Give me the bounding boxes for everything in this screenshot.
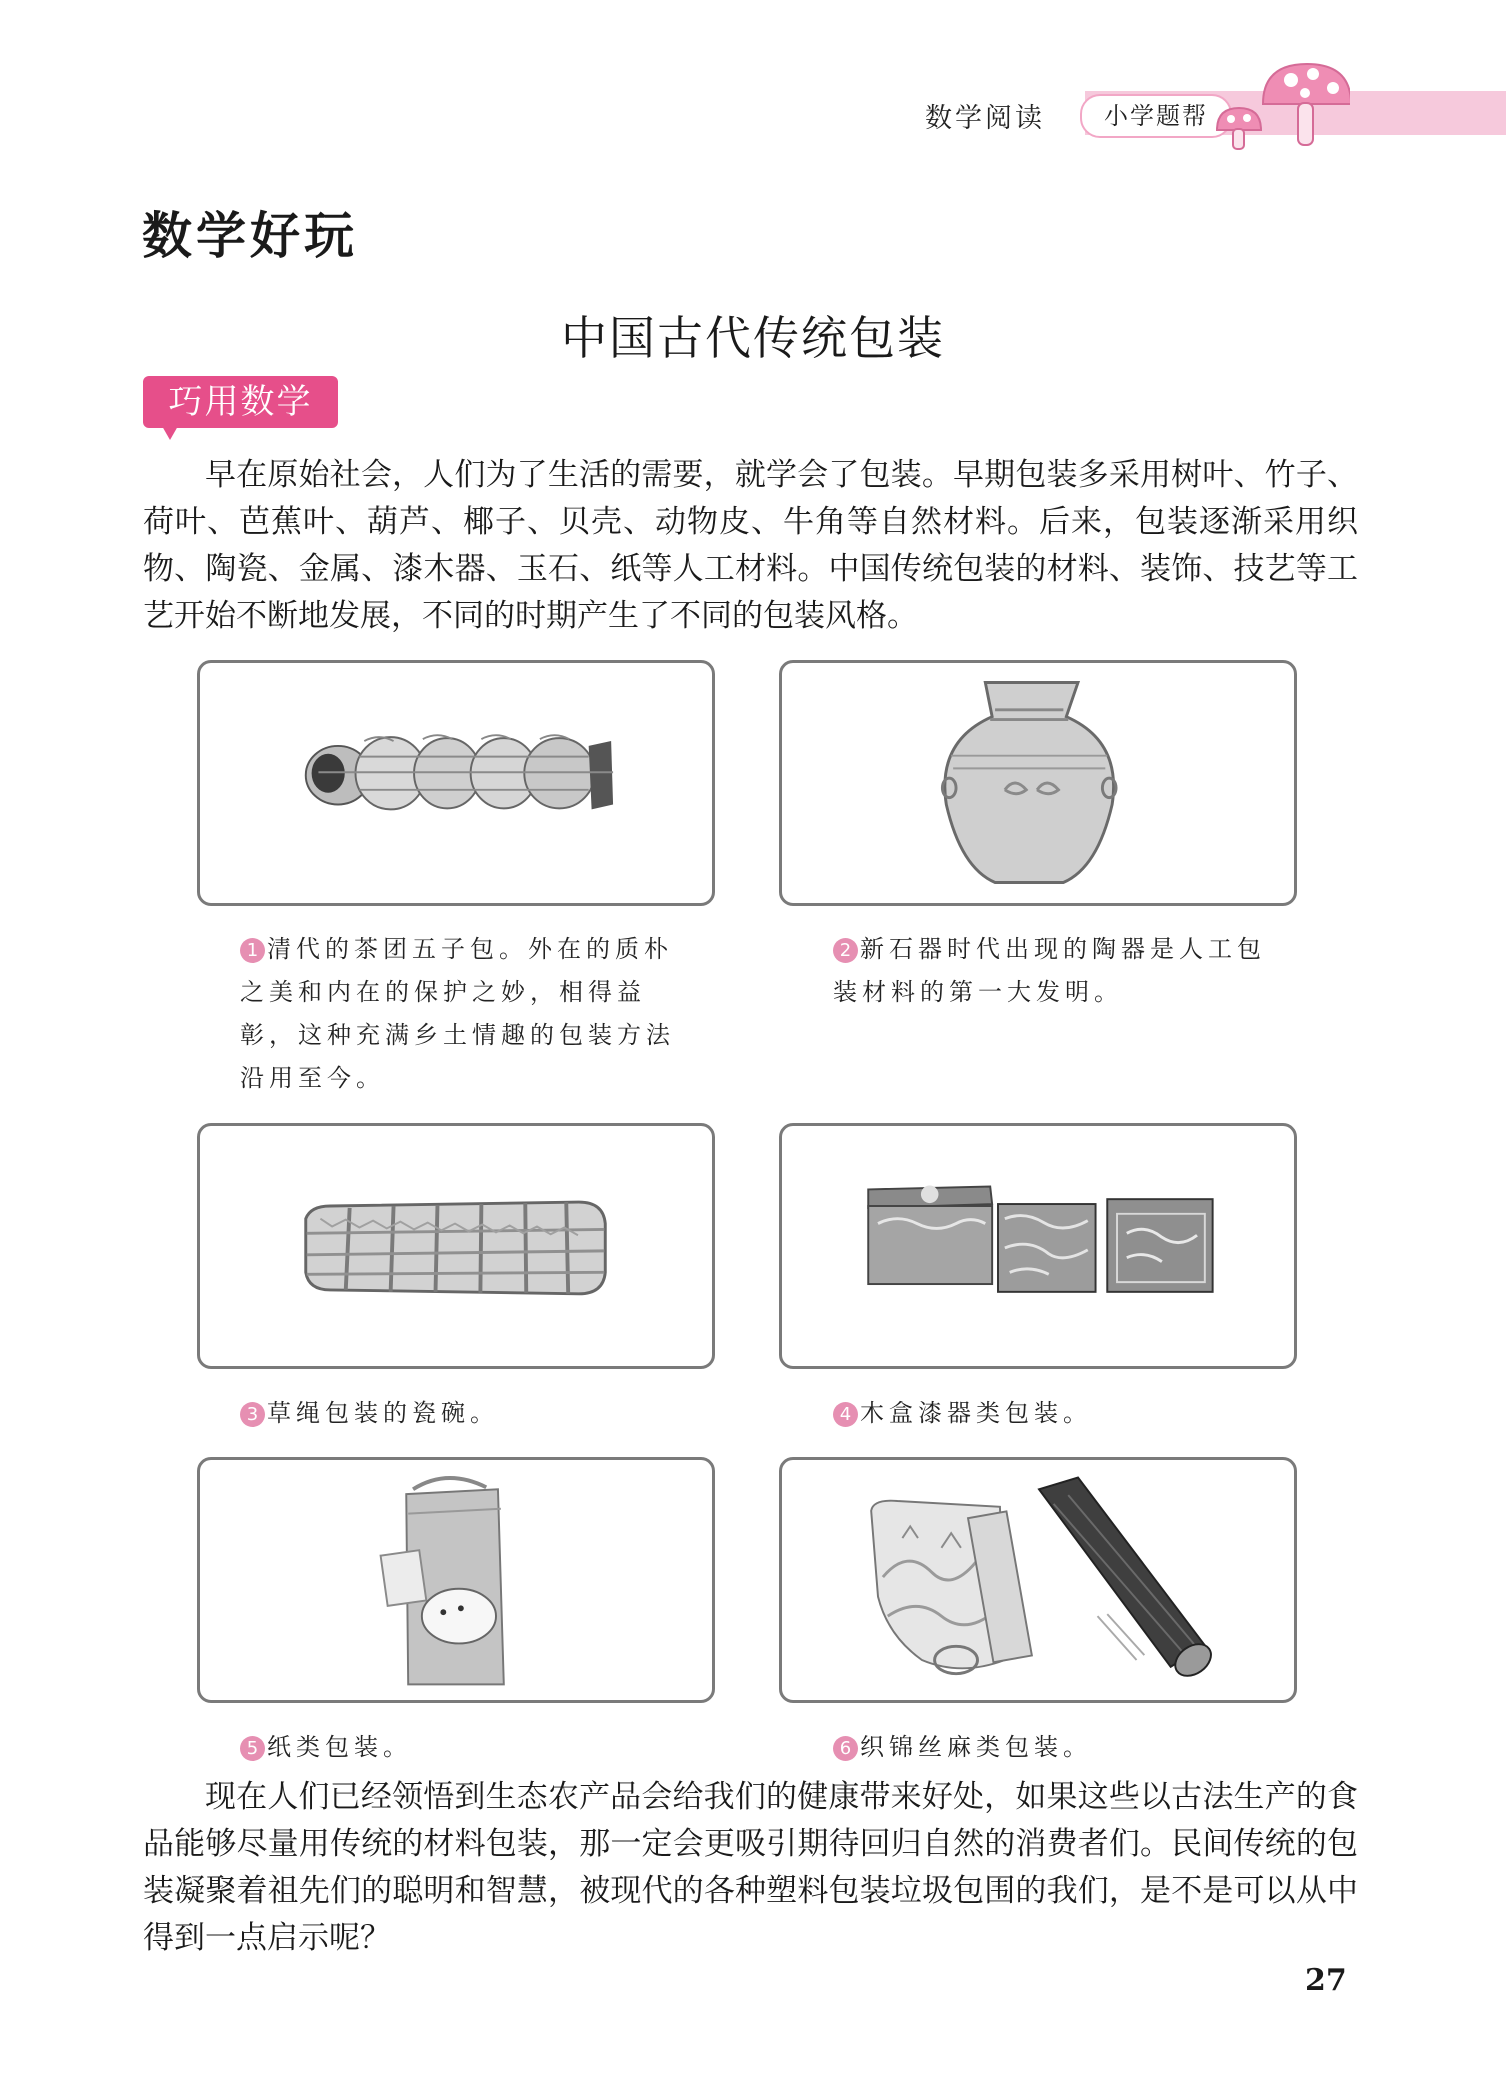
closing-paragraph: 现在人们已经领悟到生态农产品会给我们的健康带来好处，如果这些以古法生产的食品能够尽量用传统的材料包装，那一定会更吸引期待回归自然的消费者们。民间传统的包装凝聚着祖先们的聪明和智慧，被现代的各种塑料包装垃圾包围的我们，是不是可以从中得到一点启示呢？ xyxy=(143,1779,1358,1956)
header-brand: 小学题帮 xyxy=(1080,94,1232,138)
lacquer-boxes-photo xyxy=(779,1123,1297,1369)
figure-caption xyxy=(240,1392,680,1435)
section-tag-tail xyxy=(162,426,178,440)
figure-number-badge: 6 xyxy=(833,1736,858,1761)
header-category: 数学阅读 xyxy=(925,103,1045,134)
page-number: 27 xyxy=(1305,1963,1347,1998)
article-title: 中国古代传统包装 xyxy=(561,311,945,365)
straw-rope-bowls-photo xyxy=(197,1123,715,1369)
figure-caption xyxy=(240,928,680,1100)
tea-bundle-photo xyxy=(197,660,715,906)
figure-caption-text: 木盒漆器类包装。 xyxy=(860,1399,1092,1427)
silk-scroll-photo xyxy=(779,1457,1297,1703)
mushroom-icon xyxy=(1215,56,1350,151)
figure-number-badge: 3 xyxy=(240,1402,265,1427)
figure-number-badge: 1 xyxy=(240,938,265,963)
intro-paragraph: 早在原始社会，人们为了生活的需要，就学会了包装。早期包装多采用树叶、竹子、荷叶、芭蕉叶、葫芦、椰子、贝壳、动物皮、牛角等自然材料。后来，包装逐渐采用织物、陶瓷、金属、漆木器、玉石、纸等人工材料。中国传统包装的材料、装饰、技艺等工艺开始不断地发展，不同的时期产生了不同的包装风格。 xyxy=(143,457,1358,634)
figure-number-badge: 4 xyxy=(833,1402,858,1427)
figure-caption xyxy=(240,1726,680,1769)
figure-caption xyxy=(833,1726,1273,1769)
figure-caption-text: 草绳包装的瓷碗。 xyxy=(267,1399,499,1427)
figure-caption-text: 纸类包装。 xyxy=(267,1733,412,1761)
section-heading: 数学好玩 xyxy=(142,206,358,265)
figure-caption-text: 新石器时代出现的陶器是人工包装材料的第一大发明。 xyxy=(833,935,1266,1006)
section-tag: 巧用数学 xyxy=(143,376,338,428)
figure-number-badge: 2 xyxy=(833,938,858,963)
paper-bag-photo xyxy=(197,1457,715,1703)
figure-caption-text: 织锦丝麻类包装。 xyxy=(860,1733,1092,1761)
figure-caption-text: 清代的茶团五子包。外在的质朴之美和内在的保护之妙，相得益彰，这种充满乡土情趣的包装方法沿用至今。 xyxy=(240,935,675,1092)
figure-number-badge: 5 xyxy=(240,1736,265,1761)
figure-caption xyxy=(833,1392,1273,1435)
pottery-jar-photo xyxy=(779,660,1297,906)
figure-caption xyxy=(833,928,1283,1014)
